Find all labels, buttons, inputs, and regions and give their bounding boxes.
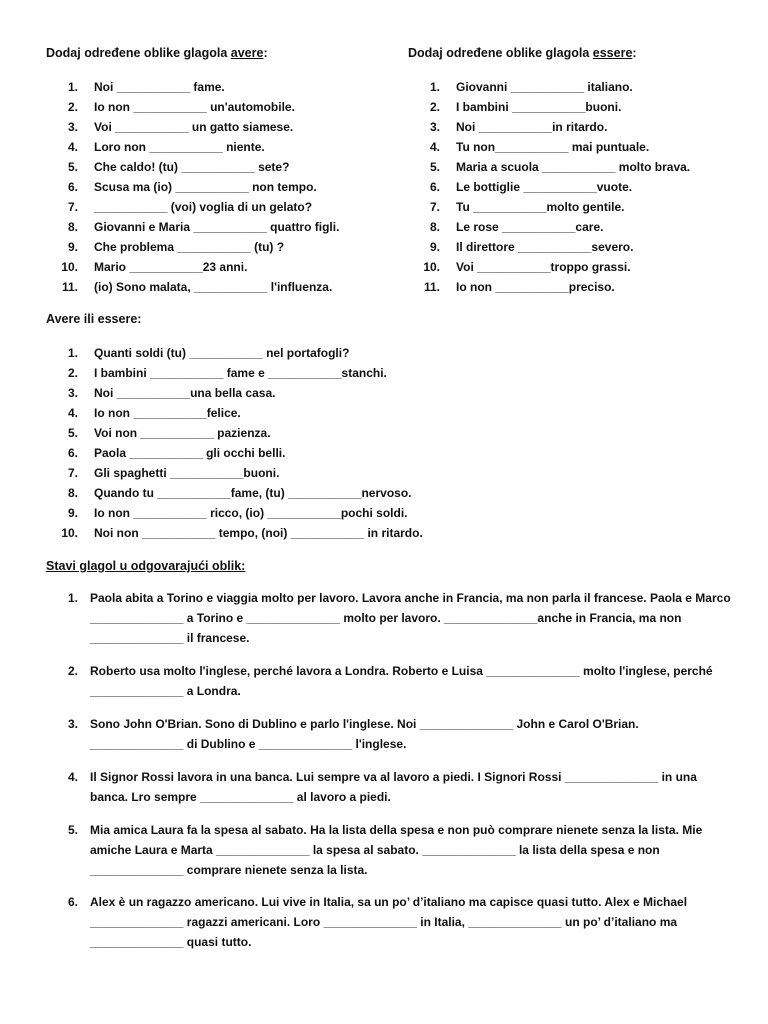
heading-essere: Dodaj određene oblike glagola essere: — [408, 46, 637, 60]
list-item: 8. Quando tu ___________fame, (tu) ___________nervoso. — [67, 486, 412, 500]
list-item: 6. Paola ___________ gli occhi belli. — [67, 446, 286, 460]
list-stavi-glagol: 1. Paola abita a Torino e viaggia molto per lavoro. Lavora anche in Francia, ma non parla il francese. Paola e Marco ______________ a Torino e ______________ molto per lavoro. ______________anche in Francia, ma non ______________ il francese. 2. Roberto usa molto l'inglese, perché lavora a Londra. Roberto e Luisa ______________ molto l'inglese, perché ______________ a Londra. 3. Sono John O'Brian. Sono di Dublino e parlo l'inglese. Noi ______________ John e Carol O'Brian. ______________ di Dublino e ______________ l'inglese. 4. Il Signor Rossi lavora in una banca. Lui sempre va al lavoro a piedi. I Signori Rossi ______________ in una banca. Lro sempre ______________ al lavoro a piedi. 5. Mia amica Laura fa la spesa al sabato. Ha la lista della spesa e non può comprare nienete senza la lista. Mie amiche Laura e Marta ______________ la spesa al sabato. ______________ la lista della spesa e non ______________ comprare nienete senza la lista. 6. Alex è un ragazzo americano. Lui vive in Italia, sa un po’ d’italiano ma capisce quasi tutto. Alex e Michael ______________ ragazzi americani. Loro ______________ in Italia, ______________ un po’ d’italiano ma ______________ quasi tutto. — [67, 591, 731, 949]
list-item: 10. Mario ___________23 anni. — [61, 260, 248, 274]
heading-avere-ili-essere: Avere ili essere: — [46, 312, 142, 326]
list-item: 2. I bambini ___________ fame e ___________stanchi. — [67, 366, 387, 380]
list-item: 7. Gli spaghetti ___________buoni. — [67, 466, 280, 480]
list-item: 3. Voi ___________ un gatto siamese. — [67, 120, 294, 134]
list-item: 8. Giovanni e Maria ___________ quattro figli. — [67, 220, 340, 234]
heading-essere-verb: essere — [592, 46, 633, 60]
list-item: 5. Maria a scuola ___________ molto brava. — [429, 160, 691, 174]
list-item: 9. Il direttore ___________severo. — [429, 240, 634, 254]
list-item: 1. Noi ___________ fame. — [67, 80, 225, 94]
list-essere — [414, 77, 744, 297]
list-item: 9. Io non ___________ ricco, (io) ___________pochi soldi. — [67, 506, 408, 520]
list-item: 11. Io non ___________preciso. — [423, 280, 615, 294]
list-item: 9. Che problema ___________ (tu) ? — [67, 240, 285, 254]
list-item: 4. Tu non___________ mai puntuale. — [429, 140, 650, 154]
list-item: 3. Noi ___________una bella casa. — [67, 386, 276, 400]
list-item: 2. I bambini ___________buoni. — [429, 100, 622, 114]
list-item: 8. Le rose ___________care. — [429, 220, 604, 234]
list-item: 7. ___________ (voi) voglia di un gelato? — [67, 200, 313, 214]
list-item: 6. Le bottiglie ___________vuote. — [429, 180, 633, 194]
list-item: 4. Loro non ___________ niente. — [67, 140, 265, 154]
list-item: 5. Che caldo! (tu) ___________ sete? — [67, 160, 290, 174]
list-item: 2. Io non ___________ un'automobile. — [67, 100, 295, 114]
heading-avere-verb: avere — [230, 46, 264, 60]
heading-avere: Dodaj određene oblike glagola avere: — [46, 46, 268, 60]
list-avere-ili-essere — [52, 343, 472, 543]
list-item: 1. Quanti soldi (tu) ___________ nel portafogli? — [67, 346, 350, 360]
list-item: 10. Voi ___________troppo grassi. — [423, 260, 631, 274]
list-item: 1. Giovanni ___________ italiano. — [429, 80, 633, 94]
list-avere — [52, 77, 382, 297]
list-item: 11. (io) Sono malata, ___________ l'influenza. — [61, 280, 333, 294]
list-item: 3. Noi ___________in ritardo. — [429, 120, 608, 134]
heading-stavi-glagol: Stavi glagol u odgovarajući oblik: — [46, 559, 246, 573]
list-item: 5. Voi non ___________ pazienza. — [67, 426, 271, 440]
list-item: 7. Tu ___________molto gentile. — [429, 200, 625, 214]
list-item: 6. Scusa ma (io) ___________ non tempo. — [67, 180, 317, 194]
list-item: 10. Noi non ___________ tempo, (noi) ___________ in ritardo. — [61, 526, 423, 540]
list-item: 4. Io non ___________felice. — [67, 406, 241, 420]
